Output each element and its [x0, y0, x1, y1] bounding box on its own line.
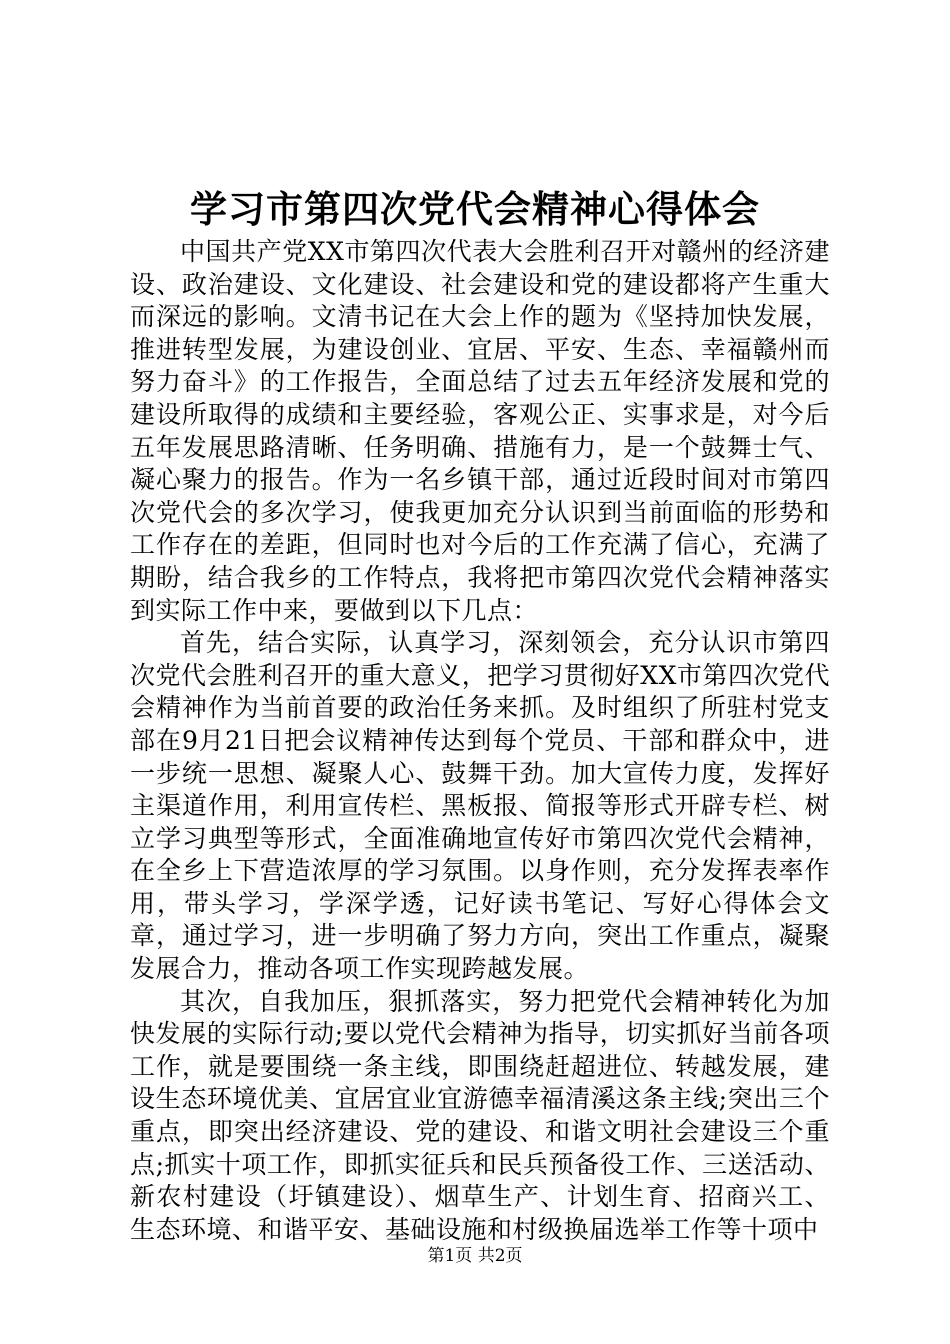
document-title: 学习市第四次党代会精神心得体会 [190, 188, 760, 231]
paragraph-second-point: 其次，自我加压，狠抓落实，努力把党代会精神转化为加快发展的实际行动;要以党代会精神为指导，切实抓好当前各项工作，就是要围绕一条主线，即围绕赶超进位、转越发展，建设生态环境优美、宜居宜业宜游德幸福清溪这条主线;突出三个重点，即突出经济建设、党的建设、和谐文明社会建设三个重点;抓实十项工作，即抓实征兵和民兵预备役工作、三送活动、新农村建设（圩镇建设）、烟草生产、计划生育、招商兴工、生态环境、和谐平安、基础设施和村级换届选举工作等十项中 [130, 986, 830, 1244]
paragraph-first-point: 首先，结合实际，认真学习，深刻领会，充分认识市第四次党代会胜利召开的重大意义，把学习贯彻好XX市第四次党代会精神作为当前首要的政治任务来抓。及时组织了所驻村党支部在9月21日把会议精神传达到每个党员、干部和群众中，进一步统一思想、凝聚人心、鼓舞干劲。加大宣传力度，发挥好主渠道作用，利用宣传栏、黑板报、简报等形式开辟专栏、树立学习典型等形式，全面准确地宣传好市第四次党代会精神，在全乡上下营造浓厚的学习氛围。以身作则，充分发挥表率作用，带头学习，学深学透，记好读书笔记、写好心得体会文章，通过学习，进一步明确了努力方向，突出工作重点，凝聚发展合力，推动各项工作实现跨越发展。 [130, 628, 830, 984]
document-body [130, 236, 830, 1246]
paragraph-intro: 中国共产党XX市第四次代表大会胜利召开对赣州的经济建设、政治建设、文化建设、社会建设和党的建设都将产生重大而深远的影响。文清书记在大会上作的题为《坚持加快发展，推进转型发展，为建设创业、宜居、平安、生态、幸福赣州而努力奋斗》的工作报告，全面总结了过去五年经济发展和党的建设所取得的成绩和主要经验，客观公正、实事求是，对今后五年发展思路清晰、任务明确、措施有力，是一个鼓舞士气、凝心聚力的报告。作为一名乡镇干部，通过近段时间对市第四次党代会的多次学习，使我更加充分认识到当前面临的形势和工作存在的差距，但同时也对今后的工作充满了信心，充满了期盼，结合我乡的工作特点，我将把市第四次党代会精神落实到实际工作中来，要做到以下几点： [130, 237, 830, 625]
page-footer: 第1页 共2页 [427, 1246, 523, 1266]
